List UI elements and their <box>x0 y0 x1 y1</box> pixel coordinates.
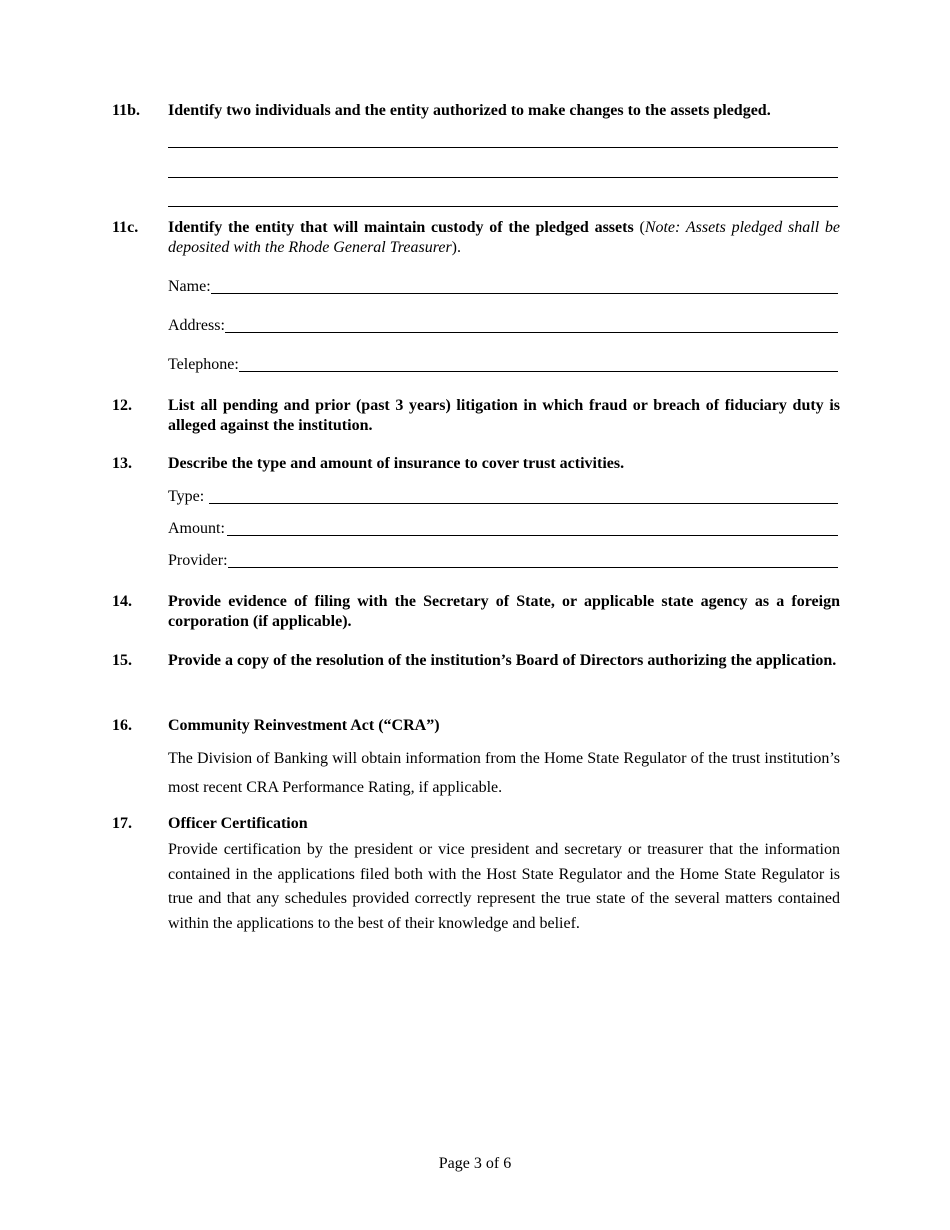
section-11c-note-open: ( <box>633 219 645 236</box>
answer-line-11b-3[interactable] <box>168 206 838 207</box>
custodian-name-input-line[interactable] <box>211 293 838 294</box>
insurance-provider-input-line[interactable] <box>228 567 838 568</box>
insurance-provider-field[interactable] <box>168 551 838 571</box>
section-16-number: 16. <box>112 717 132 734</box>
section-13-number: 13. <box>112 455 132 472</box>
custodian-address-field[interactable] <box>168 316 838 336</box>
section-16-body: The Division of Banking will obtain information from the Home State Regulator of the trust institution’s most recent CRA Performance Rating, if applicable. <box>168 750 840 796</box>
section-11c-note-close: ). <box>451 239 461 256</box>
section-11c-heading-block <box>168 218 840 258</box>
insurance-type-field[interactable] <box>168 487 838 507</box>
answer-line-11b-1[interactable] <box>168 147 838 148</box>
answer-line-11b-2[interactable] <box>168 177 838 178</box>
section-12-number: 12. <box>112 397 132 414</box>
insurance-amount-input-line[interactable] <box>227 535 838 536</box>
custodian-telephone-field[interactable] <box>168 355 838 375</box>
section-11c-heading: Identify the entity that will maintain custody of the pledged assets <box>168 219 634 236</box>
section-12-heading: List all pending and prior (past 3 years) litigation in which fraud or breach of fiduciary duty is alleged against the institution. <box>168 397 840 434</box>
custodian-address-input-line[interactable] <box>225 332 838 333</box>
page-number: Page 3 of 6 <box>438 1155 512 1172</box>
insurance-type-input-line[interactable] <box>209 503 838 504</box>
custodian-telephone-input-line[interactable] <box>239 371 838 372</box>
custodian-telephone-label: Telephone: <box>168 356 239 373</box>
custodian-name-label: Name: <box>168 278 211 295</box>
insurance-amount-field[interactable] <box>168 519 838 539</box>
insurance-provider-label: Provider: <box>168 552 228 569</box>
section-15-number: 15. <box>112 652 132 669</box>
insurance-type-label: Type: <box>168 488 205 505</box>
section-17-body: Provide certification by the president or vice president and secretary or treasurer that the information contained in the applications filed both with the Host State Regulator and the Home State Regulator is true and that any schedules provided correctly represent the true state of the several matters contained within the applications to the best of their knowledge and belief. <box>168 841 840 932</box>
section-11c-note: Note: Assets pledged shall be deposited with the Rhode General Treasurer <box>168 219 841 256</box>
custodian-address-label: Address: <box>168 317 225 334</box>
custodian-name-field[interactable] <box>168 277 838 297</box>
section-14-heading: Provide evidence of filing with the Secretary of State, or applicable state agency as a foreign corporation (if applicable). <box>168 593 840 630</box>
section-17-heading: Officer Certification <box>168 815 308 832</box>
section-17-number: 17. <box>112 815 132 832</box>
section-11c-number: 11c. <box>112 219 139 236</box>
section-13-heading: Describe the type and amount of insurance to cover trust activities. <box>168 455 625 472</box>
section-16-heading: Community Reinvestment Act (“CRA”) <box>168 717 440 734</box>
section-15-heading: Provide a copy of the resolution of the institution’s Board of Directors authorizing the application. <box>168 652 837 669</box>
section-11b-heading: Identify two individuals and the entity authorized to make changes to the assets pledged. <box>168 102 771 119</box>
insurance-amount-label: Amount: <box>168 520 225 537</box>
section-14-number: 14. <box>112 593 132 610</box>
section-11b-number: 11b. <box>112 102 141 119</box>
